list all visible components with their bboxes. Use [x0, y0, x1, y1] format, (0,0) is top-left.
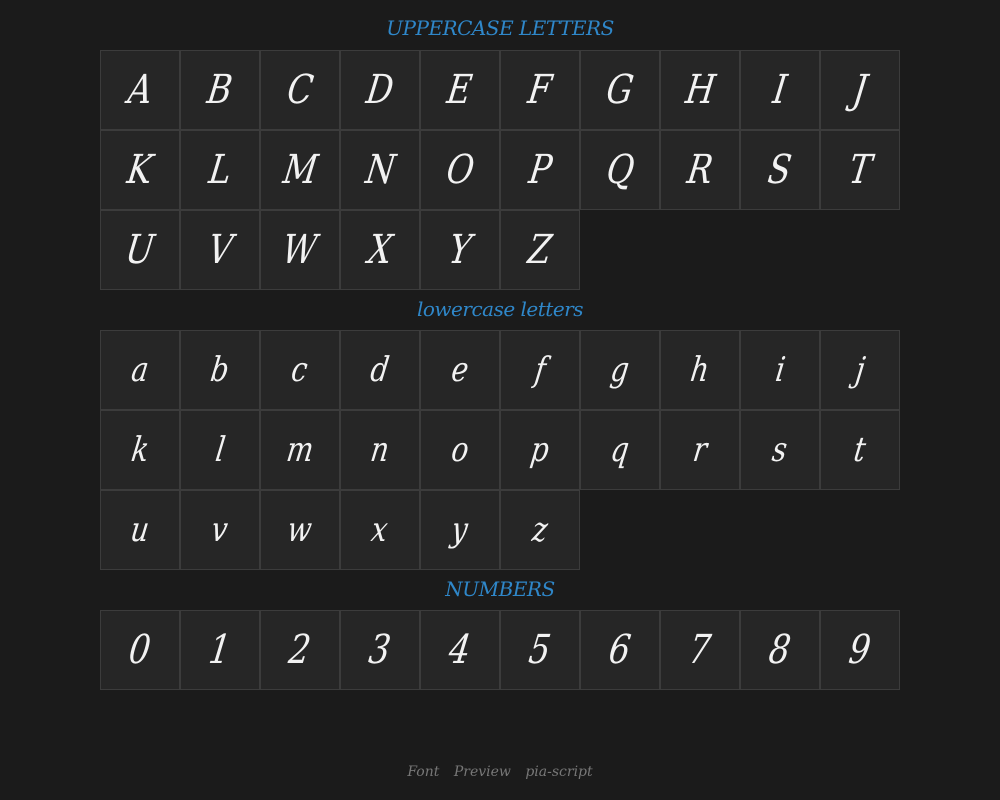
glyph-character: p: [528, 430, 552, 470]
glyph-cell: [660, 610, 740, 690]
glyph-cell: [820, 410, 900, 490]
glyph-character: a: [128, 350, 152, 390]
glyph-character: N: [362, 147, 398, 193]
glyph-character: S: [765, 147, 795, 193]
glyph-character: T: [845, 147, 875, 193]
glyph-cell: [180, 330, 260, 410]
glyph-character: 0: [126, 627, 154, 673]
glyph-cell: [500, 50, 580, 130]
glyph-cell: [740, 330, 820, 410]
glyph-character: 5: [526, 627, 554, 673]
glyph-cell: [660, 50, 740, 130]
glyph-character: Z: [525, 227, 555, 273]
glyph-cell: [100, 410, 180, 490]
glyph-cell: [500, 330, 580, 410]
glyph-cell: [260, 490, 340, 570]
glyph-character: A: [124, 67, 156, 113]
glyph-cell: [340, 490, 420, 570]
glyph-character: Q: [603, 147, 637, 193]
glyph-character: l: [212, 430, 228, 470]
glyph-character: D: [363, 67, 397, 113]
glyph-cell: [340, 50, 420, 130]
glyph-cell: [100, 610, 180, 690]
glyph-cell: [420, 330, 500, 410]
glyph-character: X: [365, 227, 395, 273]
glyph-character: J: [850, 67, 870, 113]
glyph-character: c: [289, 350, 311, 390]
lowercase-section-title: lowercase letters: [416, 297, 583, 321]
glyph-character: k: [128, 430, 152, 470]
glyph-cell: [740, 610, 820, 690]
glyph-cell: [580, 610, 660, 690]
glyph-cell: [500, 130, 580, 210]
glyph-cell: [180, 610, 260, 690]
glyph-cell: [580, 130, 660, 210]
glyph-cell: [340, 330, 420, 410]
glyph-character: M: [279, 147, 321, 193]
glyph-character: x: [369, 510, 391, 550]
glyph-character: E: [444, 67, 476, 113]
glyph-character: 9: [846, 627, 874, 673]
glyph-cell: [100, 210, 180, 290]
numbers-grid: [100, 610, 900, 690]
glyph-character: m: [283, 430, 317, 470]
glyph-cell: [820, 50, 900, 130]
glyph-cell: [740, 410, 820, 490]
glyph-character: r: [690, 430, 710, 470]
glyph-cell: [180, 130, 260, 210]
glyph-character: 7: [686, 627, 714, 673]
glyph-cell: [820, 610, 900, 690]
glyph-cell: [580, 50, 660, 130]
glyph-cell: [180, 490, 260, 570]
glyph-character: L: [205, 147, 235, 193]
glyph-character: t: [851, 430, 869, 470]
glyph-cell: [260, 130, 340, 210]
glyph-character: R: [684, 147, 716, 193]
glyph-cell: [420, 410, 500, 490]
glyph-character: v: [209, 510, 231, 550]
glyph-character: Y: [445, 227, 475, 273]
glyph-cell: [420, 210, 500, 290]
glyph-cell: [100, 490, 180, 570]
glyph-character: y: [449, 510, 471, 550]
glyph-character: j: [852, 350, 868, 390]
glyph-character: W: [279, 227, 321, 273]
glyph-cell: [420, 490, 500, 570]
glyph-character: G: [603, 67, 637, 113]
glyph-character: B: [204, 67, 236, 113]
glyph-character: w: [285, 510, 315, 550]
glyph-character: h: [688, 350, 712, 390]
glyph-cell: [260, 330, 340, 410]
footer-label: Font Preview pia-script: [407, 764, 593, 780]
glyph-character: z: [529, 510, 551, 550]
glyph-cell: [500, 210, 580, 290]
glyph-character: H: [682, 67, 718, 113]
glyph-cell: [500, 610, 580, 690]
glyph-character: C: [284, 67, 316, 113]
glyph-character: b: [208, 350, 232, 390]
glyph-cell: [500, 410, 580, 490]
glyph-character: e: [448, 350, 472, 390]
glyph-cell: [100, 130, 180, 210]
glyph-character: n: [368, 430, 392, 470]
glyph-cell: [340, 210, 420, 290]
glyph-character: U: [122, 227, 158, 273]
glyph-cell: [740, 130, 820, 210]
glyph-character: O: [443, 147, 477, 193]
glyph-character: K: [124, 147, 156, 193]
uppercase-section-title: UPPERCASE LETTERS: [386, 16, 614, 40]
glyph-cell: [260, 410, 340, 490]
glyph-cell: [500, 490, 580, 570]
glyph-cell: [580, 330, 660, 410]
glyph-character: o: [448, 430, 472, 470]
glyph-cell: [180, 410, 260, 490]
glyph-character: u: [128, 510, 152, 550]
glyph-character: 8: [766, 627, 794, 673]
glyph-character: d: [368, 350, 392, 390]
glyph-cell: [820, 130, 900, 210]
glyph-cell: [340, 610, 420, 690]
glyph-cell: [340, 130, 420, 210]
glyph-cell: [580, 410, 660, 490]
glyph-cell: [260, 50, 340, 130]
glyph-character: 4: [446, 627, 474, 673]
glyph-character: P: [525, 147, 555, 193]
glyph-cell: [420, 130, 500, 210]
glyph-character: 2: [286, 627, 314, 673]
glyph-character: F: [525, 67, 555, 113]
uppercase-grid: [100, 50, 900, 290]
glyph-cell: [820, 330, 900, 410]
glyph-cell: [340, 410, 420, 490]
glyph-cell: [740, 50, 820, 130]
numbers-section-title: NUMBERS: [445, 577, 555, 601]
glyph-cell: [660, 330, 740, 410]
glyph-cell: [420, 50, 500, 130]
glyph-cell: [100, 50, 180, 130]
glyph-cell: [260, 610, 340, 690]
glyph-cell: [420, 610, 500, 690]
glyph-character: i: [772, 350, 788, 390]
glyph-character: V: [204, 227, 236, 273]
glyph-cell: [100, 330, 180, 410]
glyph-cell: [260, 210, 340, 290]
lowercase-grid: [100, 330, 900, 570]
glyph-cell: [180, 50, 260, 130]
glyph-character: 3: [366, 627, 394, 673]
glyph-character: 6: [606, 627, 634, 673]
glyph-character: I: [770, 67, 790, 113]
glyph-cell: [660, 130, 740, 210]
glyph-character: 1: [206, 627, 234, 673]
glyph-character: q: [608, 430, 632, 470]
glyph-character: f: [532, 350, 548, 390]
glyph-cell: [660, 410, 740, 490]
glyph-character: g: [608, 350, 632, 390]
glyph-cell: [180, 210, 260, 290]
glyph-character: s: [770, 430, 790, 470]
